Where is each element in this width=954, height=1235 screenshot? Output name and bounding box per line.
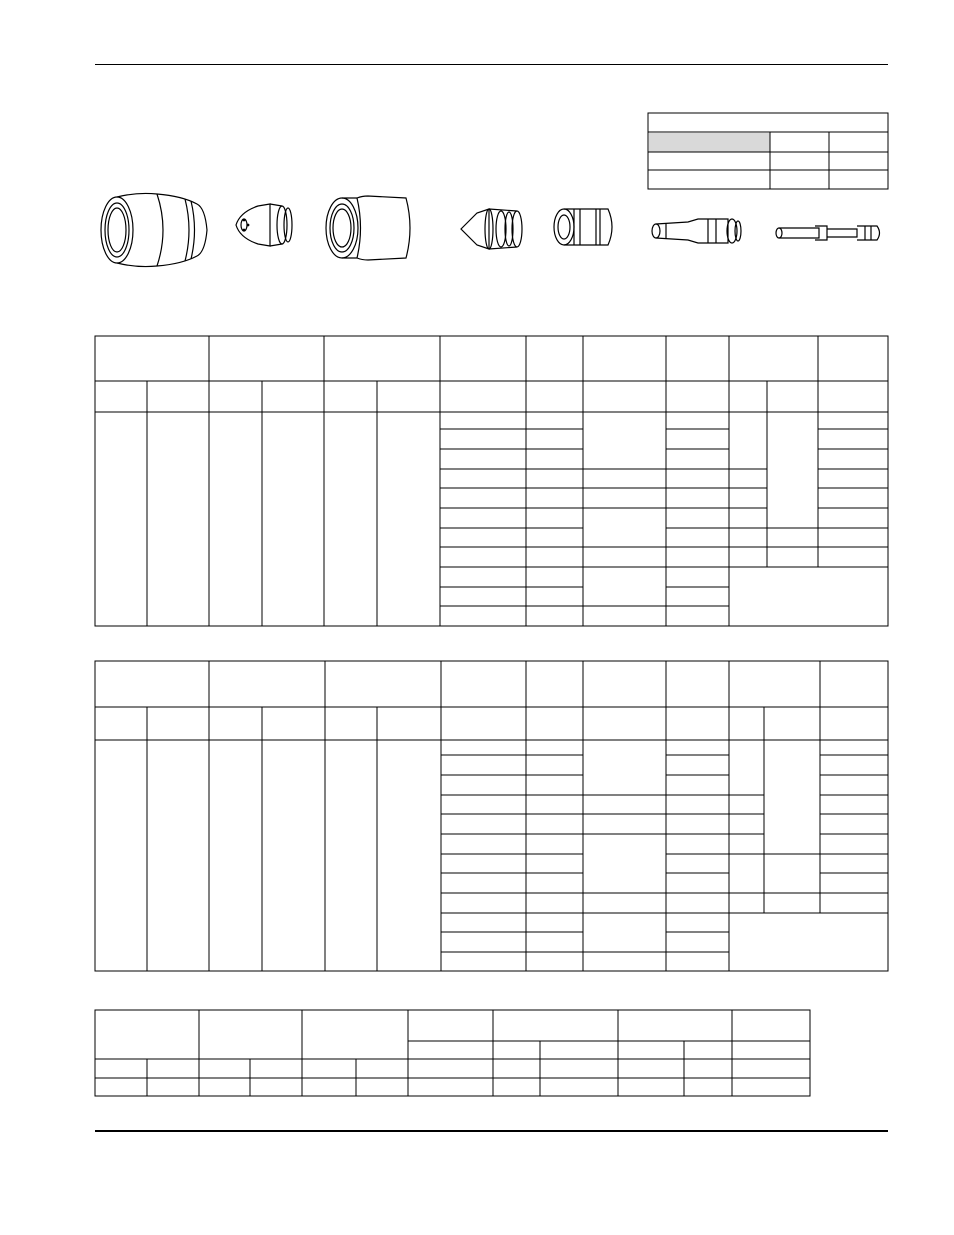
footer-rule xyxy=(95,1130,888,1132)
